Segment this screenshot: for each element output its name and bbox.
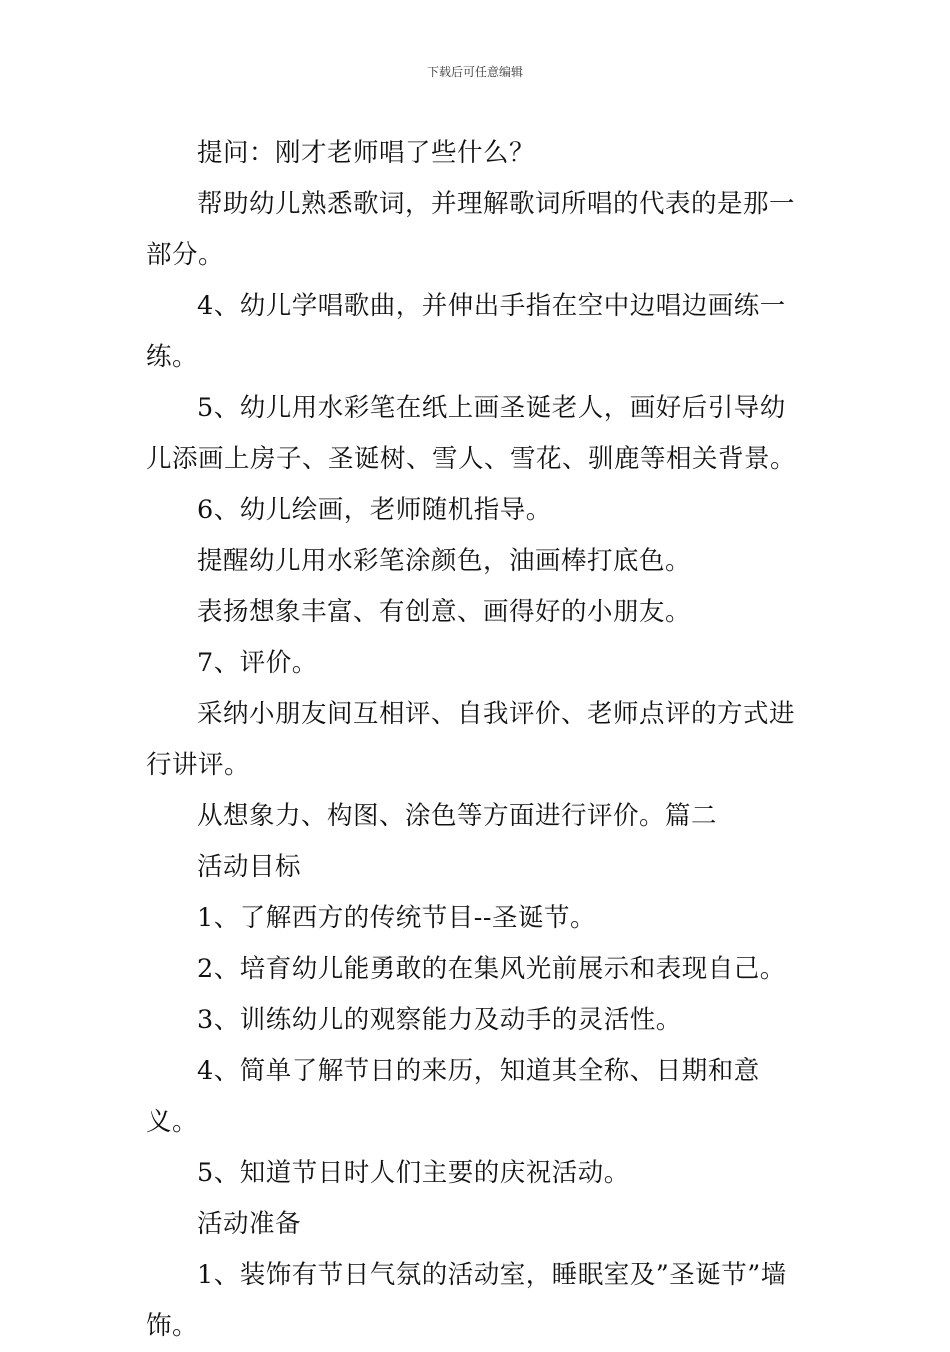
paragraph: 2、培育幼儿能勇敢的在集风光前展示和表现自己。 (197, 954, 786, 984)
paragraph: 提问：刚才老师唱了些什么？ (197, 138, 536, 168)
paragraph: 从想象力、构图、涂色等方面进行评价。篇二 (197, 801, 718, 831)
paragraph: 采纳小朋友间互相评、自我评价、老师点评的方式进行讲评。 (146, 699, 796, 780)
paragraph: 4、幼儿学唱歌曲，并伸出手指在空中边唱边画练一练。 (146, 291, 786, 372)
page-header: 下载后可任意编辑 (426, 65, 523, 79)
paragraph: 3、训练幼儿的观察能力及动手的灵活性。 (197, 1005, 682, 1035)
paragraph: 1、装饰有节日气氛的活动室，睡眠室及”圣诞节”墙饰。 (146, 1260, 787, 1341)
document-body (146, 128, 810, 1352)
paragraph: 帮助幼儿熟悉歌词，并理解歌词所唱的代表的是那一部分。 (146, 189, 796, 270)
paragraph: 1、了解西方的传统节目--圣诞节。 (197, 903, 596, 933)
paragraph: 4、简单了解节日的来历，知道其全称、日期和意义。 (146, 1056, 760, 1137)
section-heading: 活动准备 (197, 1209, 302, 1239)
paragraph: 6、幼儿绘画，老师随机指导。 (197, 495, 552, 525)
paragraph: 7、评价。 (197, 648, 318, 678)
paragraph: 表扬想象丰富、有创意、画得好的小朋友。 (197, 597, 692, 627)
section-heading: 活动目标 (197, 852, 302, 882)
paragraph: 5、幼儿用水彩笔在纸上画圣诞老人，画好后引导幼儿添画上房子、圣诞树、雪人、雪花、驯鹿等相关背景。 (146, 393, 797, 474)
paragraph: 5、知道节日时人们主要的庆祝活动。 (197, 1158, 630, 1188)
paragraph: 提醒幼儿用水彩笔涂颜色，油画棒打底色。 (197, 546, 692, 576)
